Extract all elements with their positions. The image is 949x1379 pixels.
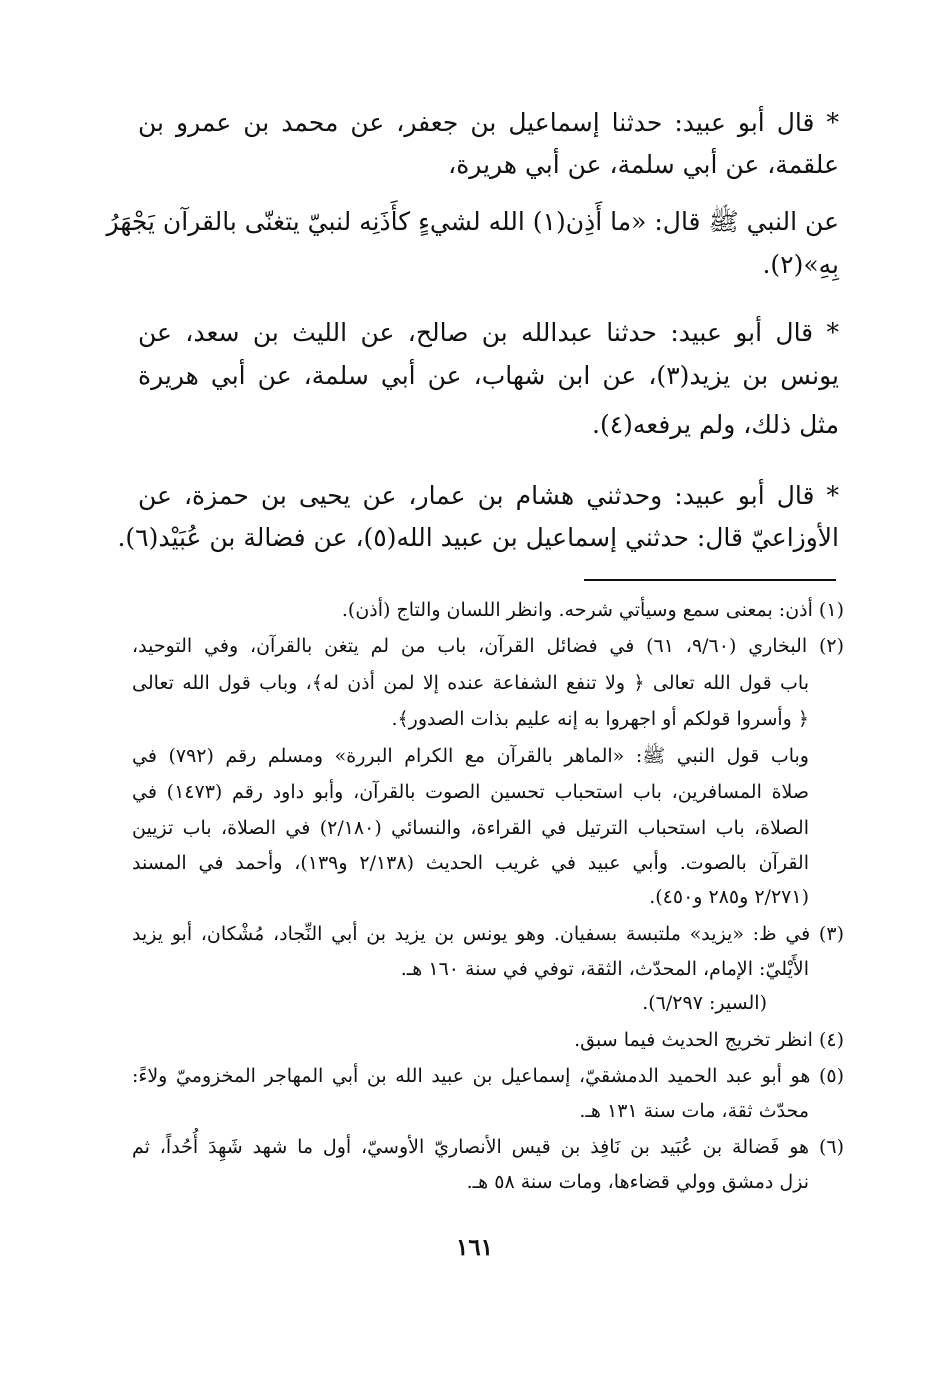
footnote-line: ﴿ وأسروا قولكم أو اجهروا به إنه عليم بذات الصدور﴾. (391, 708, 809, 730)
footnote-line: وباب قول النبي ﷺ: «الماهر بالقرآن مع الكرام البررة» ومسلم رقم (٧٩٢) في (132, 745, 809, 767)
main-text-line: الأوزاعيّ قال: حدثني إسماعيل بن عبيد الله(٥)، عن فضالة بن عُبَيْد(٦). (117, 523, 839, 552)
footnote-line: (٣) في ظ: «يزيد» ملتبسة بسفيان. وهو يونس بن يزيد بن أبي النِّجاد، مُشْكان، أبو يزيد (132, 923, 844, 945)
footnote-line: (١) أذن: بمعنى سمع وسيأتي شرحه. وانظر اللسان والتاج (أذن). (341, 599, 844, 621)
main-text-line: * قال أبو عبيد: حدثنا عبدالله بن صالح، عن الليث بن سعد، عن (138, 318, 839, 347)
footnote-line: القرآن بالصوت. وأبي عبيد في غريب الحديث (٢/١٣٨ و١٣٩)، وأحمد في المسند (132, 852, 810, 874)
footnote-line: (السير: ٦/٢٩٧). (642, 992, 767, 1014)
footnote-line: الصلاة، باب استحباب الترتيل في القراءة، والنسائي (٢/١٨٠) في الصلاة، باب تزيين (132, 817, 809, 839)
main-text-line: عن النبي ﷺ قال: «ما أَذِن(١) الله لشيءٍ كأَذَنِه لنبيّ يتغنّى بالقرآن يَجْهَرُ (106, 207, 839, 236)
footnote-line: محدّث ثقة، مات سنة ١٣١ هـ. (579, 1100, 809, 1122)
main-text-line: * قال أبو عبيد: وحدثني هشام بن عمار، عن يحيى بن حمزة، عن (138, 481, 839, 510)
main-text-line: علقمة، عن أبي سلمة، عن أبي هريرة، (448, 150, 839, 179)
footnote-line: نزل دمشق وولي قضاءها، ومات سنة ٥٨ هـ. (466, 1171, 809, 1193)
footnote-line: الأَيْليّ: الإمام، المحدّث، الثقة، توفي في سنة ١٦٠ هـ. (400, 958, 809, 980)
footnote-line: (٤) انظر تخريج الحديث فيما سبق. (574, 1029, 844, 1051)
footnote-separator (584, 579, 836, 581)
main-text-line: مثل ذلك، ولم يرفعه(٤). (592, 410, 839, 439)
main-text-line: يونس بن يزيد(٣)، عن ابن شهاب، عن أبي سلمة، عن أبي هريرة (138, 361, 839, 390)
footnote-line: (٢/٢٧١ و٢٨٥ و٤٥٠). (649, 886, 809, 908)
footnote-line: (٥) هو أبو عبد الحميد الدمشقيّ، إسماعيل بن عبيد الله بن أبي المهاجر المخزوميّ ولاءً: (132, 1065, 844, 1087)
footnote-line: (٦) هو فَضالة بن عُبَيد بن نَافِذ بن قيس الأنصاريّ الأوسيّ، أول ما شهد شَهِدَ أُحُداً، ثم (132, 1136, 844, 1158)
page-number: ١٦١ (455, 1234, 494, 1261)
main-text-line: * قال أبو عبيد: حدثنا إسماعيل بن جعفر، عن محمد بن عمرو بن (138, 108, 839, 137)
footnote-line: باب قول الله تعالى ﴿ ولا تنفع الشفاعة عنده إلا لمن أذن له﴾، وباب قول الله تعالى (132, 672, 809, 694)
main-text-line: بِهِ»(٢). (762, 250, 839, 279)
footnote-line: صلاة المسافرين، باب استحباب تحسين الصوت بالقرآن، وأبو داود رقم (١٤٧٣) في (132, 781, 810, 803)
footnote-line: (٢) البخاري (٩/٦٠، ٦١) في فضائل القرآن، باب من لم يتغن بالقرآن، وفي التوحيد، (132, 635, 845, 657)
